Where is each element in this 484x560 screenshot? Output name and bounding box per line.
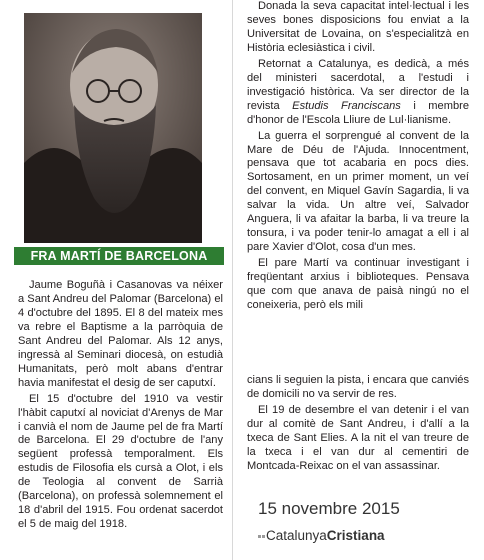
right-column-upper: [247, 0, 469, 315]
body-paragraph: El 19 de desembre el van detenir i el van dur al comitè de Sant Andreu, i d'allí a la txeca de Sant Elies. A la nit el van treure de la txeca i el van dur al cementiri de Montcada-Reixac on el van assassinar.: [247, 403, 469, 472]
body-paragraph: Retornat a Catalunya, es dedicà, a més del ministeri sacerdotal, a l'estudi i investigació històrica. Va ser director de la revista Estudis Franciscans i membre d'honor de l'Escola Lliure de Lul·lianisme.: [247, 57, 469, 126]
caption-bar: [14, 247, 224, 265]
left-column: [18, 279, 223, 534]
publication-brand: [258, 528, 385, 543]
right-column-lower: [247, 374, 469, 476]
body-paragraph: El 15 d'octubre del 1910 va vestir l'hàbit caputxí al noviciat d'Arenys de Mar i canvià el nom de Jaume pel de fra Martí de Barcelona. El 29 d'octubre de l'any següent professà temporalment. Els estudis de Filosofia els cursà a Olot, i els de Teologia al convent de Sarrià (Barcelona), on professà solemnement el 18 d'abril del 1915. Fou ordenat sacerdot el 5 de maig del 1918.: [18, 392, 223, 531]
portrait-image: [24, 13, 202, 243]
brand-suffix: Cristiana: [326, 528, 385, 543]
body-paragraph: cians li seguien la pista, i encara que canviés de domicili no va servir de res.: [247, 374, 470, 400]
caption-text: FRA MARTÍ DE BARCELONA: [30, 249, 208, 263]
issue-date: 15 novembre 2015: [258, 499, 400, 518]
body-paragraph: La guerra el sorprengué al convent de la Mare de Déu de l'Ajuda. Innocentment, pensava que tot acabaria en pocs dies. Sortosament, en un primer moment, un veí del convent, en Miquel Gavín Sagardia, li va salvar la vida. Un altre veí, Salvador Anguera, li va afaitar la barba, li va treure la tonsura, i va poder tenir-lo amagat a ell i al pare Xavier d'Olot, cosa d'un mes.: [247, 129, 469, 254]
brand-dot-icon: [258, 535, 261, 538]
brand-prefix: Catalunya: [266, 528, 327, 543]
portrait-photo: [24, 13, 202, 243]
body-paragraph: Jaume Boguñà i Casanovas va néixer a Sant Andreu del Palomar (Barcelona) el 4 d'octubre del 1895. El 8 del mateix mes va rebre el Baptisme a la parròquia de Sant Andreu del Palomar. Als 12 anys, ingressà al Seminari diocesà, on estudià Humanitats, però molt abans d'entrar havia manifestat el desig de ser caputxí.: [18, 279, 223, 389]
brand-dot-icon: [262, 535, 265, 538]
body-paragraph: El pare Martí va continuar investigant i freqüentant arxius i biblioteques. Pensava que com que anava de paisà ningú no el coneixeria, però els mili: [247, 257, 469, 312]
body-paragraph: Donada la seva capacitat intel·lectual i les seves bones disposicions fou enviat a la Universitat de Lovaina, on s'especialitzà en Història eclesiàstica i civil.: [247, 0, 469, 54]
column-divider: [232, 0, 233, 560]
